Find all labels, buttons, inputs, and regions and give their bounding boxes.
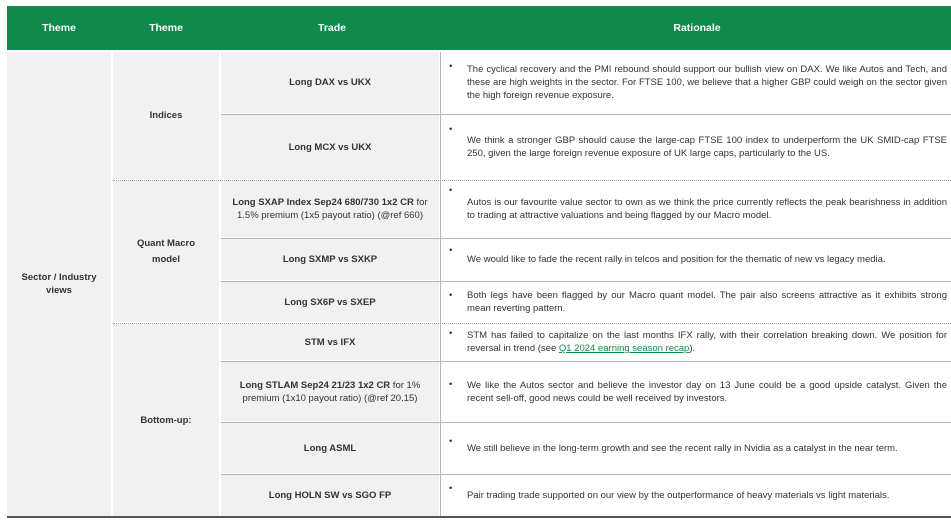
rationale-text: The cyclical recovery and the PMI rebound should support our bullish view on DAX. We like Autos and Tech, and these are high weights in the sector. For FTSE 100, we believe that a higher GBP could weigh on the sector given the high foreign revenue exposure.: [467, 64, 947, 101]
group-label: Bottom-up:: [140, 414, 192, 426]
rationale-cell: [441, 52, 951, 113]
bullet: •: [449, 245, 453, 256]
divider: [113, 323, 951, 324]
theme-label: Sector / Industry views: [21, 272, 97, 296]
header-theme: Theme: [42, 22, 76, 34]
rationale-cell: [441, 324, 951, 360]
rationale-text: STM has failed to capitalize on the last months IFX rally, with their correlation breaking down. We position for reversal in trend (see Q1 2024 earning season recap).: [467, 330, 947, 354]
rationale-text: Autos is our favourite value sector to own as we think the price currently reflects the peak bearishness in addition to trading at attractive valuations and being flagged by our Macro model.: [467, 197, 947, 221]
trade-cell: Long ASML: [221, 423, 439, 473]
bullet: •: [449, 483, 453, 494]
rationale-cell: [441, 282, 951, 322]
theme-cell: [7, 52, 111, 516]
rationale-cell: [441, 239, 951, 280]
bullet: •: [449, 436, 453, 447]
bullet: •: [449, 124, 453, 135]
rationale-text: We still believe in the long-term growth and see the recent rally in Nvidia as a catalyst in the near term.: [467, 442, 898, 454]
rationale-text: We would like to fade the recent rally in telcos and position for the thematic of new vs legacy media.: [467, 254, 886, 265]
divider: [221, 114, 951, 115]
divider: [221, 361, 951, 362]
rationale-text: Pair trading trade supported on our view by the outperformance of heavy materials vs light materials.: [467, 490, 890, 501]
divider: [113, 180, 951, 181]
rationale-cell: [441, 115, 951, 179]
trade-cell: STM vs IFX: [221, 324, 439, 360]
bullet: •: [449, 290, 453, 301]
trade-cell: Long SXAP Index Sep24 680/730 1x2 CR for 1.5% premium (1x5 payout ratio) (@ref 660): [221, 181, 439, 237]
bullet: •: [449, 328, 453, 339]
table-header: [7, 6, 951, 50]
rationale-cell: [441, 475, 951, 516]
table-bottom-rule: [7, 516, 951, 518]
header-rationale: Rationale: [673, 22, 721, 34]
group-label: Quant Macro model: [136, 237, 196, 265]
divider: [221, 238, 951, 239]
trade-cell: Long DAX vs UKX: [221, 52, 439, 113]
rationale-cell: [441, 181, 951, 237]
group-quant-macro: [113, 181, 219, 322]
trade-cell: Long SXMP vs SXKP: [221, 239, 439, 280]
divider: [221, 281, 951, 282]
divider: [440, 52, 441, 516]
trade-cell: Long HOLN SW vs SGO FP: [221, 475, 439, 516]
rationale-cell: [441, 423, 951, 473]
rationale-text: We like the Autos sector and believe the investor day on 13 June could be a good upside catalyst. Given the recent sell-off, good news could be well received by investors.: [467, 379, 947, 404]
rationale-text: We think a stronger GBP should cause the large-cap FTSE 100 index to underperform the UK SMID-cap FTSE 250, given the large foreign revenue exposure of UK large caps, particularly to the US.: [467, 135, 947, 159]
trade-cell: Long MCX vs UKX: [221, 115, 439, 179]
bullet: •: [449, 379, 453, 390]
group-bottom-up: [113, 324, 219, 516]
divider: [221, 474, 951, 475]
bullet: •: [449, 61, 453, 72]
rationale-text: Both legs have been flagged by our Macro quant model. The pair also screens attractive as it exhibits strong mean reverting pattern.: [467, 290, 947, 314]
group-label: Indices: [149, 110, 183, 121]
trade-cell: Long SX6P vs SXEP: [221, 282, 439, 322]
header-trade: Trade: [317, 22, 346, 34]
divider: [221, 422, 951, 423]
rationale-cell: [441, 362, 951, 421]
trade-cell: Long STLAM Sep24 21/23 1x2 CR for 1% premium (1x10 payout ratio) (@ref 20.15): [221, 362, 439, 421]
earning-season-recap-link[interactable]: Q1 2024 earning season recap: [558, 343, 690, 354]
group-indices: [113, 52, 219, 179]
bullet: •: [449, 185, 453, 196]
header-subtheme: Theme: [149, 22, 183, 34]
